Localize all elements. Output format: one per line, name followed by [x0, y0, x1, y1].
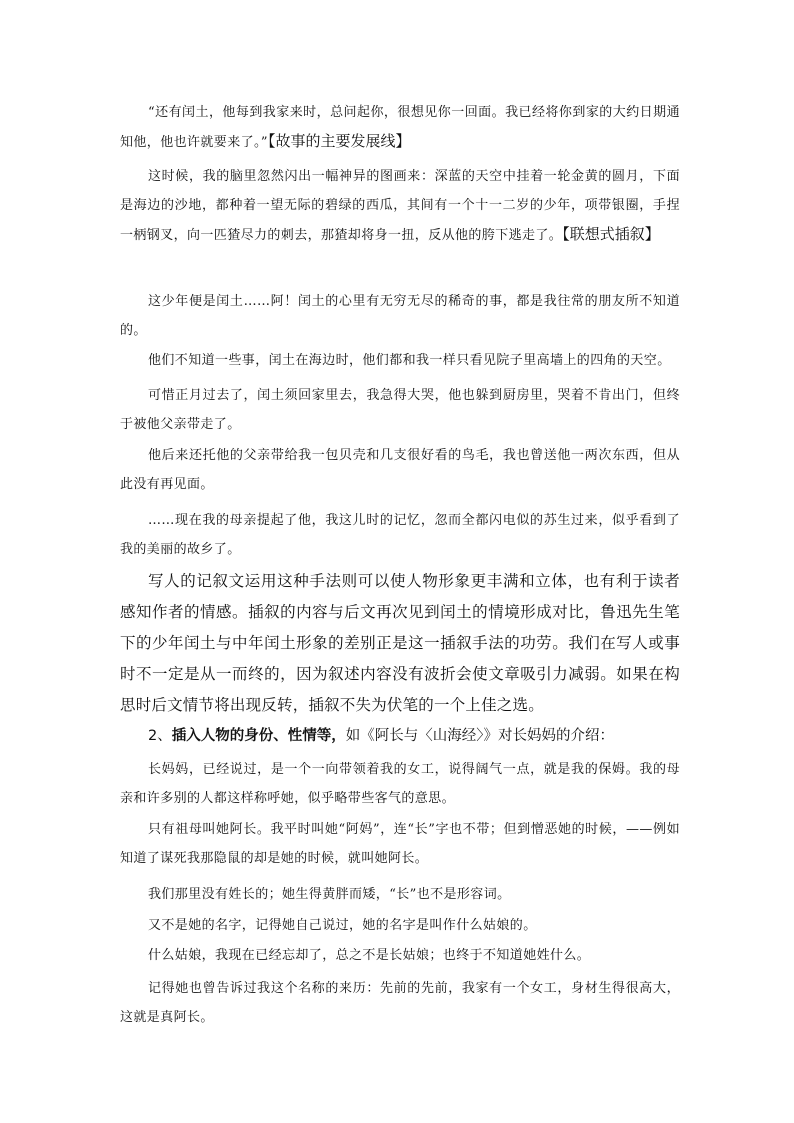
quote-paragraph-8: 长妈妈，已经说过，是一个一向带领着我的女工，说得阔气一点，就是我的保姆。我的母亲和许多别的人都这样称呼她，似乎略带些客气的意思。 [120, 762, 680, 806]
section-number: 2、 [148, 728, 172, 744]
quote-paragraph-10: 我们那里没有姓长的；她生得黄胖而矮，“长”也不是形容词。 [148, 887, 511, 902]
quote-paragraph-1 [120, 98, 680, 157]
margin-note: 【联想式插叙】 [562, 225, 660, 243]
section-title: 插入人物的身份、性情等， [171, 728, 346, 744]
quote-paragraph-3: 这少年便是闰土……阿！闰土的心里有无穷无尽的稀奇的事，都是我往常的朋友所不知道的。 [120, 294, 680, 338]
quote-paragraph-9: 只有祖母叫她阿长。我平时叫她“阿妈”，连“长”字也不带；但到憎恶她的时候，——例如知道了谋死我那隐鼠的却是她的时候，就叫她阿长。 [120, 822, 680, 866]
margin-note: 【故事的主要发展线】 [267, 132, 411, 150]
quote-paragraph-7: ……现在我的母亲提起了他，我这儿时的记忆，忽而全都闪电似的苏生过来，似乎看到了我的美丽的故乡了。 [120, 513, 680, 557]
quote-paragraph-4: 他们不知道一些事，闰土在海边时，他们都和我一样只看见院子里高墙上的四角的天空。 [148, 353, 671, 368]
section-intro: 如《阿长与〈山海经〉》对长妈妈的介绍： [345, 728, 614, 744]
quote-paragraph-12: 什么姑娘，我现在已经忘却了，总之不是长姑娘；也终于不知道她姓什么。 [148, 948, 591, 963]
quote-paragraph-6: 他后来还托他的父亲带给我一包贝壳和几支很好看的鸟毛，我也曾送他一两次东西，但从此没有再见面。 [120, 448, 680, 492]
quote-text: “还有闰土，他每到我家来时，总问起你，很想见你一回面。我已经将你到家的大约日期通知他，他也许就要来了。” [120, 105, 680, 150]
quote-paragraph-5: 可惜正月过去了，闰土须回家里去，我急得大哭，他也躲到厨房里，哭着不肯出门，但终于被他父亲带走了。 [120, 388, 680, 432]
quote-text: 这时候，我的脑里忽然闪出一幅神异的图画来：深蓝的天空中挂着一轮金黄的圆月，下面是海边的沙地，都种着一望无际的碧绿的西瓜，其间有一个十一二岁的少年，项带银圈，手捏一柄钢叉，向一匹猹尽力的刺去，那猹却将身一扭，反从他的胯下逃走了。 [120, 169, 680, 243]
section-heading [120, 722, 680, 751]
quote-paragraph-2 [120, 162, 680, 250]
analysis-paragraph: 写人的记叙文运用这种手法则可以使人物形象更丰满和立体，也有利于读者感知作者的情感。插叙的内容与后文再次见到闰土的情境形成对比，鲁迅先生笔下的少年闰土与中年闰土形象的差别正是这一插叙手法的功劳。我们在写人或事时不一定是从一而终的，因为叙述内容没有波折会使文章吸引力减弱。如果在构思时后文情节将出现反转，插叙不失为伏笔的一个上佳之选。 [120, 572, 680, 714]
quote-paragraph-11: 又不是她的名字，记得她自己说过，她的名字是叫作什么姑娘的。 [148, 918, 537, 933]
quote-paragraph-13: 记得她也曾告诉过我这个名称的来历：先前的先前，我家有一个女工，身材生得很高大，这就是真阿长。 [120, 981, 680, 1025]
